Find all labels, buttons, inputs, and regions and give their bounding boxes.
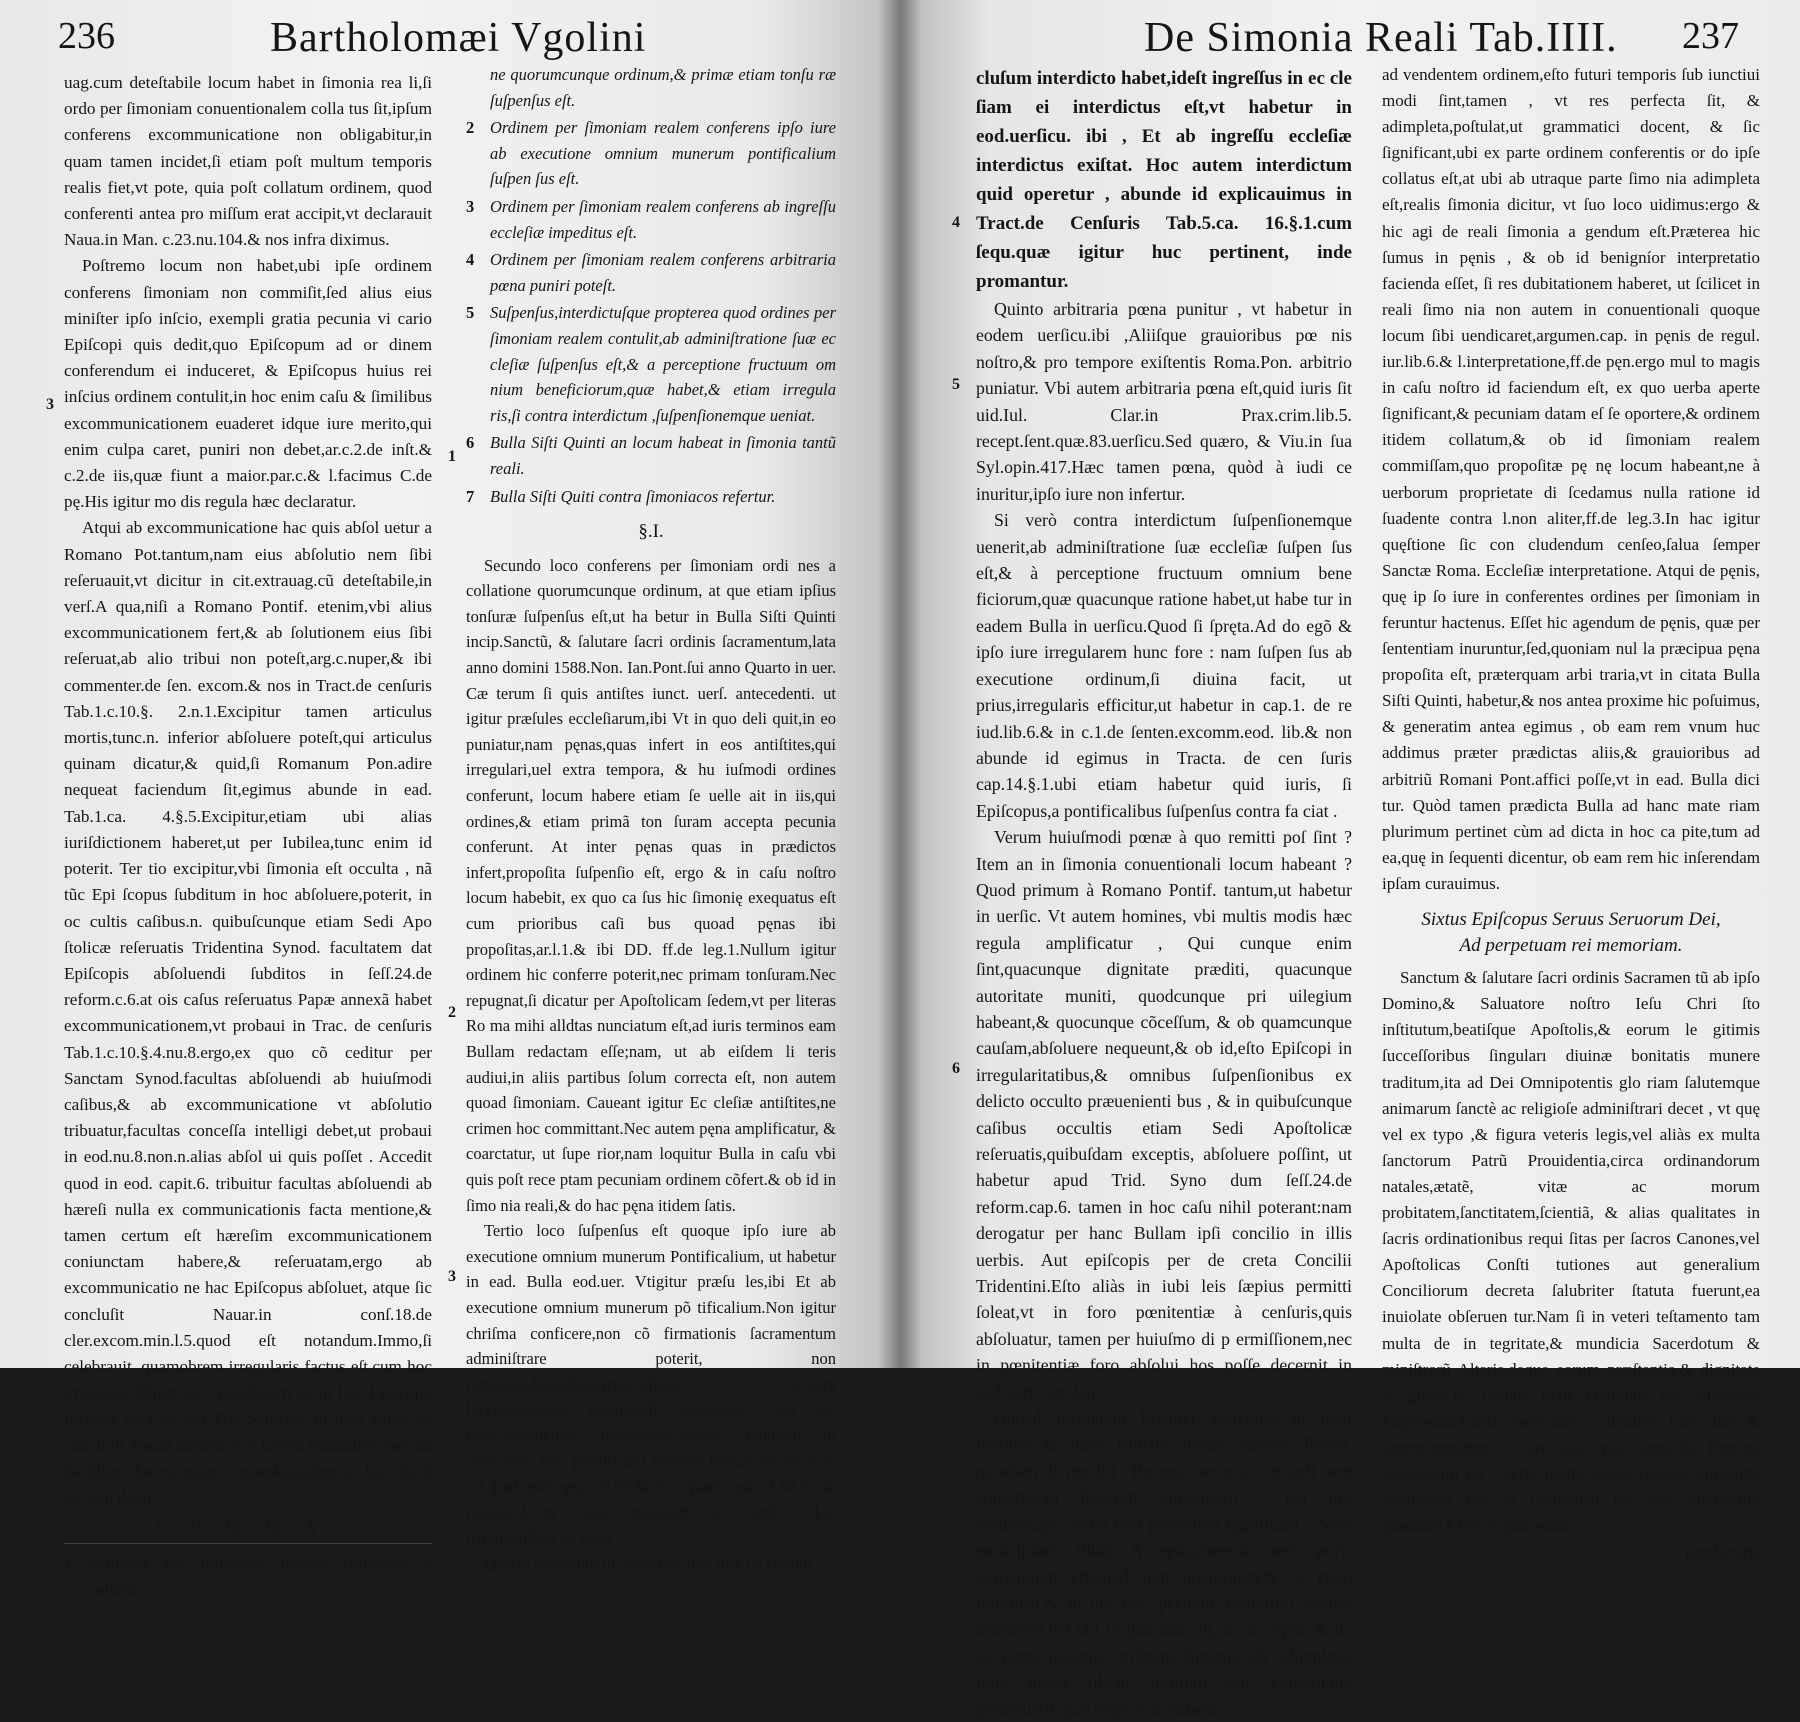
running-head-left: Bartholomæi Vgolini: [270, 15, 647, 61]
paragraph: Quarto ingreſſum in eccleſiam ipſo iure oc cluſum: [484, 1553, 812, 1573]
bull-subtitle: Ad perpetuam rei memoriam.: [1459, 935, 1683, 957]
paragraph: Poſtremo locum non habet,ubi ipſe ordinem conferens ſimoniam non commiſit,ſed alius eius miniſter ipſo inſcio, exempli gratia pecunia vi cario Epiſcopi quis dedit,quo Epiſcopum ad or dinem conferendum ei induceret, & Epiſcopus huius rei inſcius ordinem contulit,in hoc enim caſu & ſimilibus excommunicationem euaderet idque iure merito,qui enim culpa caret, puniri non debet,ar.c.2.de inſt.& c.2.de iis,quæ fiunt a maior.par.c.& l.facimus C.de pę.His igitur mo dis regula hæc declaratur.: [64, 256, 432, 512]
item-number: 1: [64, 1553, 73, 1573]
paragraph: Verum huiuſmodi pœnæ à quo remitti poſ ſint ? Item an in ſimonia conuentionali locum habeant ? Quod primum à Romano Pontif. tantum,ut habetur in uerſic. Vt autem homines, vbi multis modis hæc regula amplificatur , Qui cunque enim ſint,quacunque dignitate præditi, quacunque autoritate muniti, quodcunque pri uilegium habeant,& quocunque cõceſſum, & ob quamcunque cauſam,abſoluere nequeunt,& ob id,eſto Epiſcopi in irregularitatibus,& omnibus ſuſpenſionibus ex delicto occulto præuenienti bus , & in quibuſcunque caſibus occultis etiam Sedi Apoſtolicæ reſeruatis,quibuſdam exceptis, abſoluere poſſint, ut habetur apud Trid. Syno dum ſeſſ.24.de reform.cap.6. tamen in hoc caſu nihil poterant:nam derogatur per hanc Bullam ipſi concilio in illis uerbis. Aut epiſcopis per de creta Concilii Tridentini.Eſto aliàs in iubi leis ſæpius permitti ſoleat,vt in foro pœnitentiæ à cenſuris,quis abſoluatur, tamen per huiuſmo di p ermiſſionem,nec in pœnitentiæ foro abſolui hos poſſe decernit in eod.uerſ.cum ſeq.: [976, 827, 1352, 1402]
item-number: [466, 62, 480, 113]
paragraph: Sanctum & ſalutare ſacri ordinis Sacramen tũ ab ipſo Domino,& Saluatore noſtro Ieſu Chri ſto inſtitutum,beatiſque Apoſtolis,& eorum le gitimis ſucceſſoribus ſinguları diuinæ bonitatis munere traditum,ita ad Dei Omnipotentis glo riam ſalutemque animarum ſanctè ac religioſe adminiſtrari decet , vt quę vel ex typo ,& figura veteris legis,vel aliàs ex multa ſanctorum Patrũ Prouidentia,circa ordinandorum natales,ætatẽ, vitæ ac morum probitatem,ſanctitatem,ſcientiã, & alias qualitates in ſacris ordinationibus requi ſitas per ſacros Canones,vel Apoſtolicas Conſti tutiones aut generalium Conciliorum decreta ſalubriter ſtatuta fuerunt,ea inuiolate obſeruen tur.Nam ſi in veteri teſtamento tam multa de in tegritate,& mundicia Sacerdotum & miniſtrorũ Altaris,deque eorum præſtantia,& dignitate le gimus,de quibus dixit Dominus per Malachiã Prophetam,Labia Sacerdotis cuſtodient ſcien tiam,& legem requirent ex ore eius, quia Ange lus Domini exercituum eſt : certe multo maior ratio,& diligentia adhibenda erit in promouen dis tam inferiorum graduum Clericis,quæ etiam: [1382, 968, 1760, 1536]
paragraph: ad vendentem ordinem,eſto futuri temporis ſub iunctiui modi ſint,tamen , vt res perfecta ſit, & adimpleta,poſtulat,ut grammatici docent, & ſic ſignificant,ubi ex parte ordinem conferentis or do ipſe collatus eſt,at ubi ab utraque parte ſimo nia adimpleta eſt,realis ſimonia dicitur, vt ſuo loco uidimus:ergo & hic agi de reali ſimonia a gendum eſt.Præterea hic ſumus in pęnis , & ob id benigníor interpretatio facienda eſſet, ſi res dubitationem haberet, ut ſcilicet in reali ſimo nia non autem in conuentionali quoque locum ſibi uendicaret,argumen.cap. in pęnis de regul. iur.lib.6.& l.interpretatione,ff.de pęn.ergo mul to magis in caſu noſtro id faciendum eſt, ex quo uerba aperte ſignificant,& pecuniam datam eſ ſe oportere,& ordinem itidem collatum,& ob id ſimoniam realem commiſſam,quo propoſitæ pę nę locum habeant,ne à uerborum proprietate di ſcedamus nulla ratione id ſuadente contra l.non aliter,ff.de leg.3.In hac igitur quęſtione ſic con cludendum cenſeo,ſalua ſemper Sanctæ Roma. Eccleſiæ interpretatione. Atqui de pęnis, quę ip ſo iure in conferentes ordines per ſimoniam in feruntur hactenus. Eſſet hic agendum de pęnis, quæ per ſententiam inuruntur,ſed,quoniam nul la præcipua pęna propoſita eſt, præterquam arbi traria,vt in citata Bulla Siſti Quinti, habetur,& nos antea proxime hic poſuimus, & generatim antea egimus , ob eam rem vnum huc addimus præter prædictas aliis,& grauioribus ad arbitriũ Romani Pont.affici poſſe,vt in ead. Bulla dici tur. Quòd tamen prædicta Bulla ad hanc mate riam plurimum pertinet cùm ad dicta in hoc ca pite,tum ad ea,quę in ſequenti dicentur, ob eam rem hic inſerendam ipſam curauimus.: [1382, 65, 1760, 893]
item-text: Suſpenſus,interdictuſque propterea quod ordines per ſimoniam realem contulit,ab adminiſtratione ſuæ ec cleſiæ ſuſpenſus eſt,& a perceptione fructuum om nium beneficiorum,quæ habet,& etiam irregula ris,ſi contra interdictum ,ſuſpenſionemque ueniat.: [490, 303, 836, 425]
item-number: 2: [466, 118, 475, 138]
right-column-1: [976, 64, 1352, 1722]
item-number: 3: [466, 196, 475, 216]
item-number: 7: [466, 486, 475, 506]
item-number: 5: [466, 303, 475, 323]
item-text: Ordinem per ſimoniam realem conferens arbitraria pœna puniri poteſt.: [490, 250, 836, 295]
right-column-2: [1382, 62, 1760, 1565]
left-page: [0, 0, 900, 1599]
running-head-right: De Simonia Reali Tab.IIII.: [1144, 15, 1618, 61]
section-heading: §.I.: [638, 521, 664, 543]
book-gutter: [878, 0, 922, 1368]
summa-item: [466, 430, 836, 481]
summa-item: [466, 194, 836, 245]
item-text: Ordinem per ſimoniam realem conferens a collatio-: [88, 1553, 432, 1599]
divider: [64, 1543, 432, 1544]
margin-number: 3: [46, 396, 54, 413]
summa-list: [466, 62, 836, 509]
right-page: [900, 0, 1800, 1719]
summa-heading: S V M M A.: [155, 1518, 341, 1538]
margin-number: 3: [448, 1268, 456, 1285]
paragraph: Quinto arbitraria pœna punitur , vt habetur in eodem uerſicu.ibi ,Aliiſque grauioribus pœ nis noſtro,& pro tempore exiſtentis Roma.Pon. arbitrio puniatur. Vbi autem arbitraria pœna eſt,quid iuris ſit uid.Iul. Clar.in Prax.crim.lib.5. recept.ſent.quæ.83.uerſicu.Sed quæro, & Viu.in ſua Syl.opin.417.Hæc tamen pœna, quòd à iudi ce inuritur,ipſo iure non infertur.: [976, 299, 1352, 504]
summa-item: [466, 62, 836, 113]
catchword: presbyteris: [1685, 1542, 1760, 1562]
item-text: Bulla Siſti Quiti contra ſimoniacos refertur.: [490, 486, 776, 506]
item-number: 6: [466, 433, 475, 453]
bull-title: Sixtus Epiſcopus Seruus Seruorum Dei,: [1421, 909, 1721, 930]
paragraph: Tertio loco ſuſpenſus eſt quoque ipſo iure ab executione omnium munerum Pontificalium, ut habetur in ead. Bulla eod.uer. Vtigitur præſu les,ibi Et ab executione omnium munerum põ tificalium.Non igitur chriſma conficere,non cõ firmationis ſacramentum adminiſtrare poterit, non cęmiteria,Eccleſias,Aras,Calices , Corpora lia,campanas,& huiuſmodi conſecrare, non Ab bates,virgineſque benedicere,aliaque huiuſmo di obire,nam hæc pontificum munera ſunt,ut ha betur in c.1.§.ad epiſcopum d.25.& in c.quam quis d 68.& de conſecr.d.5.in c.per manus,& ut ſenſit Gl.in c.transmiſſam de elect.: [466, 1221, 836, 1548]
summa-item: [466, 300, 836, 428]
summa-item: [466, 247, 836, 298]
summa-item: [466, 484, 836, 510]
item-text: Ordinem per ſimoniam realem conferens ipſo iure ab executione omnium munerum pontificalium ſuſpen ſus eſt.: [490, 118, 836, 189]
paragraph: Si verò contra interdictum ſuſpenſionemque uenerit,ab adminiſtratione ſuæ eccleſiæ ſuſpen ſus eſt,& à perceptione fructuum omnium bene ficiorum,quæ quacunque ratione habet,ut habe tur in eadem Bulla in uerſicu.Quod ſi ſpręta.Ad do egõ & ipſo iure irregularem hunc fore : nam ſuſpen ſus ab executione ordinum,ſi diuina facit, ut prius,irregularis efficitur,ut habetur in cap.1. de re iud.lib.6.& in c.1.de ſenten.excomm.eod. lib.& non abunde id egimus in Tracta. de cen ſuris cap.14.§.1.ubi etiam habetur quid iuris, ſi Epiſcopus,a pontificalibus ſuſpenſus contra fa ciat .: [976, 510, 1352, 821]
item-text: Ordinem per ſimoniam realem conferens ab ingreſſu eccleſiæ impeditus eſt.: [490, 196, 836, 242]
left-column-1: [64, 70, 432, 1605]
margin-number: 6: [952, 1060, 960, 1077]
item-text: Bulla Siſti Quinti an locum habeat in ſimonia tantũ reali.: [490, 433, 836, 478]
margin-number: 2: [448, 1004, 456, 1021]
margin-number: 4: [952, 214, 960, 231]
summa-item: [64, 1550, 432, 1602]
paragraph: cluſum interdicto habet,ideſt ingreſſus in ec cle ſiam ei interdictus eſt,vt habetur in eod.uerſicu. ibi , Et ab ingreſſu eccleſiæ interdictus exiſtat. Hoc autem interdictum quid operetur , abunde id explicauimus in Tract.de Cenſuris Tab.5.ca. 16.§.1.cum ſequ.quæ igitur huc pertinent, inde promantur.: [976, 68, 1352, 292]
paragraph: Atqui ab excommunicatione hac quis abſol uetur a Romano Pot.tantum,nam eius abſolutio nem ſibi reſeruauit,vt dicitur in cit.extrauag.cũ deteſtabile,in verſ.A qua,niſi a Romano Pontif. etenim,vbi alius excommunicationem fert,& ab ſolutionem eius ſibi reſeruat,ab alio tribui non poteſt,arg.c.nuper,& ibi commenter.de ſen. excom.& nos in Tract.de cenſuris Tab.1.c.10.§. 2.n.1.Excipitur tamen articulus mortis,tunc.n. inferior abſoluere poteſt,qui articulus quinam dicatur,& quid,ſi Romanum Pon.adire nequeat faciendum ſit,egimus abunde in ead. Tab.1.ca. 4.§.5.Excipitur,etiam ubi alias iuriſdictionem haberet,ut per Iubilea,tunc enim id poterit. Ter tio excipitur,vbi ſimonia eſt occulta , nã tũc Epi ſcopus ſubditum in hoc abſoluere,poterit, in oc cultis caſibus.n. quibuſcunque etiam Sedi Apo ſtolicæ reſeruatis Tridentina Synod. facultatem dat Epiſcopis abſoluendi ſubditos in ſeſſ.24.de reform.c.6.at ois caſus reſeruatus Papæ annexã habet excommunicationem,vt probaui in Trac. de cenſuris Tab.1.c.10.§.4.nu.8.ergo,ex quo cõ ceditur per Sanctam Synod.facultas abſoluendi ab huiuſmodi caſibus,& ab excommunicatione vt abſolutio tribuatur,facultas conceſſa intelligi debet,ut probaui in eod.nu.8.non.n.alias abſol ui quis poſſet . Accedit quod in eod. capit.6. tribuitur facultas abſoluendi ab hæreſi nulla ex communicationis facta mentione,& tamen certum eſt hæreſim excommunicationem coniunctam habere,& reſeruatam,ergo ab excommunicatio ne hac Epiſcopus abſoluet, atque ſic concluſit Nauar.in conſ.18.de cler.excom.min.l.5.quod eſt notandum.Immo,ſi celebrauit, quamobrem irregularis factus eſt,cum hoc irregulari diſpen ſare poteſt,nam & in hoc Epiſcopo facultas data eſt per Trid.Syno.eo. in loco atque ſic concluſit Nauar.ibidem non tamen inhabilem factum ha bilem facere poterit quandoquidem in hoc facul tas non datur.: [64, 518, 432, 1507]
paragraph: uag.cum deteſtabile locum habet in ſimonia rea li,ſi ordo per ſimoniam conuentionalem colla tus ſit,ipſum conferens excommunicatione non obligabitur,in quam tamen incidet,ſi etiam poſt multum temporis realis fiet,vt pote, quia poſt collatum ordinem, quod conferenti antea pro miſſum erat accipit,vt declarauit Naua.in Man. c.23.nu.104.& nos infra diximus.: [64, 73, 432, 250]
item-text: ne quorumcunque ordinum,& primæ etiam tonſu ræ ſuſpenſus eſt.: [490, 65, 836, 110]
summa-item: [466, 115, 836, 192]
paragraph: Quoad ſecundum breuiter concludo in reali ſimonia & hanc Bullam locum habere. Primo, quoniam dicitur ibi , Recepta pecunia , ut ordi nem conferret,in futurum inſigninerit , uel pro mouerit,quę uerba rem perfectam ſignificant : Nam participium illud, Accepta,præteriti tem poris participium eſt,quod rem præteritam,& fa ctam ſignificat,& ſic,ubi non pecuniæ promiſſio tantum interuenit,ſed ubi re ipſa data eſt, & ac cepta, & ſic ex parte uolentis ordinem ſimonia eſt adimpleta. Item uerba illa.In futurum inſi gniuerit,uel promouerit,quæ reſpectum habent: [976, 1408, 1352, 1719]
margin-number: 1: [448, 448, 456, 465]
page-number-left: 236: [58, 15, 115, 57]
margin-number: 5: [952, 376, 960, 393]
item-number: 4: [466, 250, 475, 270]
page-number-right: 237: [1682, 15, 1739, 57]
left-column-2: [466, 62, 836, 1576]
paragraph: Secundo loco conferens per ſimoniam ordi nes a collatione quorumcunque ordinum, at que etiam ipſius tonſuræ ſuſpenſus eſt,ut ha betur in Bulla Siſti Quinti incip.Sanctũ, & ſalutare ſacri ordinis ſacramentum,lata anno domini 1588.Non. Ian.Pont.ſui anno Quarto in uer. Cæ terum ſi quis antiſtes iunct. uerſ. antecedenti. ut igitur præſules eccleſiarum,ibi Vt in quo deli quit,in eo puniatur,nam pęnas,quas infert in eos antiſtites,qui irregulari,uel extra tempora, & hu iuſmodi ordines conferunt, locum habere etiam ſe uelle ait in iis,qui ordines,& etiam primã ton ſuram accepta pecunia conferunt. At inter pęnas quas in prædictos infert,propoſita ſuſpenſio eſt, ergo & in caſu noſtro locum habebit, ex quo ca ſus hic ſimonię exequatus eſt cum prioribus caſi bus quoad pęnas ibi propoſitas,ar.l.1.& ibi DD. ff.de leg.1.Nullum igitur ordinem hic conferre poterit,nec primam tonſuram.Nec repugnat,ſi dicatur per Apoſtolicam ſedem,vt per literas Ro ma mihi alldtas nunciatum eſt,ad iuris terminos eam Bullam redactam eſſe;nam, ut ab eiſdem li teris audiui,in aliis partibus ſolum correcta eſt, non autem quoad ſimoniam. Caueant igitur Ec cleſiæ antiſtites,ne crimen hoc committant.Nec autem pęna amplificatur, & coarctatur, ut ſupe rior,nam loquitur Bulla in caſu vbi quis poſt rece ptam pecuniam ordinem cõfert.& ob id in ſimo nia reali,& do hac pęna itidem ſatis.: [466, 555, 836, 1215]
